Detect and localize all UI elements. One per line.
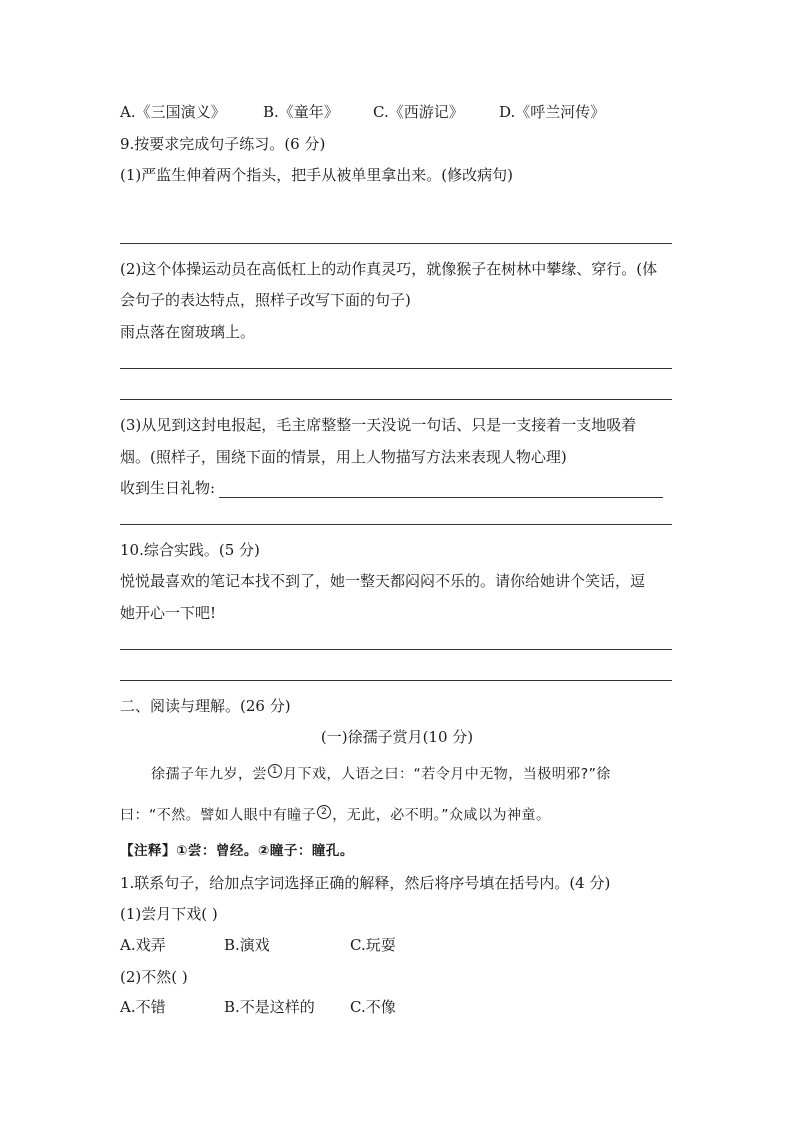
- q10-line1: 悦悦最喜欢的笔记本找不到了，她一整天都闷闷不乐的。请你给她讲个笑话，逗: [120, 572, 646, 590]
- option[interactable]: B.不是这样的: [224, 998, 315, 1016]
- option[interactable]: A.戏弄: [120, 936, 166, 954]
- passage-text: 月下戏，人语之曰：“若令月中无物，当极明邪?”徐: [283, 766, 611, 783]
- answer-line[interactable]: [120, 524, 672, 525]
- q9-part2-line1: (2)这个体操运动员在高低杠上的动作真灵巧，就像猴子在树林中攀缘、穿行。(体: [120, 260, 658, 278]
- q8-options: [120, 102, 605, 122]
- q1-sub2-options: [120, 997, 396, 1017]
- q8-option-d[interactable]: D.《呼兰河传》: [499, 103, 606, 121]
- passage-line2: [120, 805, 551, 826]
- q9-part3-line1: (3)从见到这封电报起，毛主席整整一天没说一句话、只是一支接着一支地吸着: [120, 416, 637, 434]
- answer-line[interactable]: [120, 649, 672, 650]
- note-marker-1: 1: [268, 764, 282, 778]
- option[interactable]: A.不错: [120, 998, 166, 1016]
- q1-sub1-options: [120, 935, 396, 955]
- answer-line[interactable]: [120, 243, 672, 244]
- option[interactable]: C.不像: [350, 998, 396, 1016]
- passage-line1: [151, 764, 611, 785]
- answer-line[interactable]: [120, 680, 672, 681]
- q9-part2-line2: 会句子的表达特点，照样子改写下面的句子): [120, 291, 411, 309]
- option[interactable]: C.玩耍: [350, 936, 396, 954]
- q8-option-a[interactable]: A.《三国演义》: [120, 103, 226, 121]
- note-marker-2: 2: [317, 805, 331, 819]
- passage-notes: 【注释】①尝：曾经。②瞳子：瞳孔。: [120, 843, 354, 859]
- q9-part3-prompt-row: [120, 478, 663, 498]
- q9-part1: (1)严监生伸着两个指头，把手从被单里拿出来。(修改病句): [120, 166, 513, 184]
- q9-part2-prompt: 雨点落在窗玻璃上。: [120, 323, 256, 341]
- q10-line2: 她开心一下吧!: [120, 604, 217, 622]
- passage-title: (一)徐孺子赏月(10 分): [320, 728, 474, 746]
- option[interactable]: B.演戏: [224, 936, 270, 954]
- q8-option-c[interactable]: C.《西游记》: [373, 103, 464, 121]
- section2-title: 二、阅读与理解。(26 分): [120, 697, 291, 715]
- answer-line[interactable]: [120, 368, 672, 369]
- q9-part3-prompt: 收到生日礼物:: [120, 479, 216, 497]
- passage-text: ，无此，必不明。”众咸以为神童。: [332, 807, 551, 824]
- q1-title: 1.联系句子，给加点字词选择正确的解释，然后将序号填在括号内。(4 分): [120, 874, 611, 892]
- answer-line[interactable]: [219, 481, 663, 498]
- q8-option-b[interactable]: B.《童年》: [263, 103, 339, 121]
- q9-part3-line2: 烟。(照样子，围绕下面的情景，用上人物描写方法来表现人物心理): [120, 448, 567, 466]
- q1-sub1[interactable]: (1)尝月下戏( ): [120, 905, 218, 923]
- answer-line[interactable]: [120, 399, 672, 400]
- q10-title: 10.综合实践。(5 分): [120, 541, 260, 559]
- q1-sub2[interactable]: (2)不然( ): [120, 968, 188, 986]
- passage-text: 曰：“不然。譬如人眼中有瞳子: [120, 807, 317, 824]
- passage-text: 徐孺子年九岁，尝: [151, 766, 267, 783]
- q9-title: 9.按要求完成句子练习。(6 分): [120, 135, 326, 153]
